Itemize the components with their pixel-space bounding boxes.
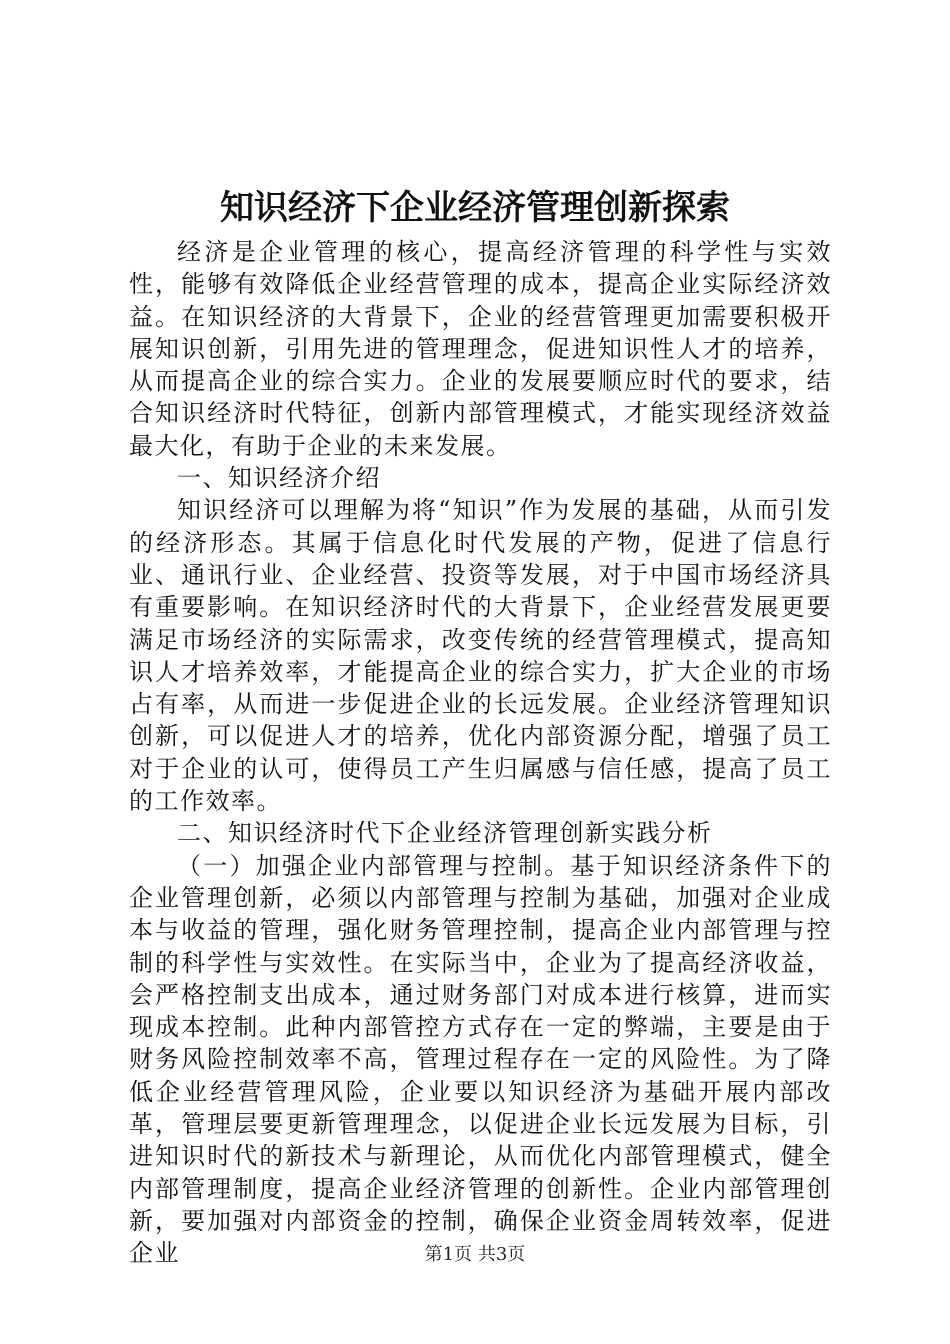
document-body — [129, 236, 832, 1270]
page-footer: 第1页 共3页 — [424, 1244, 526, 1265]
paragraph-section-2-1: （一）加强企业内部管理与控制。基于知识经济条件下的企业管理创新，必须以内部管理与控制为基础，加强对企业成本与收益的管理，强化财务管理控制，提高企业内部管理与控制的科学性与实效性。在实际当中，企业为了提高经济收益，会严格控制支出成本，通过财务部门对成本进行核算，进而实现成本控制。此种内部管控方式存在一定的弊端，主要是由于财务风险控制效率不高，管理过程存在一定的风险性。为了降低企业经营管理风险，企业要以知识经济为基础开展内部改革，管理层要更新管理理念，以促进企业长远发展为目标，引进知识时代的新技术与新理论，从而优化内部管理模式，健全内部管理制度，提高企业经济管理的创新性。企业内部管理创新，要加强对内部资金的控制，确保企业资金周转效率，促进企业 — [129, 851, 832, 1268]
paragraph-intro: 经济是企业管理的核心，提高经济管理的科学性与实效性，能够有效降低企业经营管理的成本，提高企业实际经济效益。在知识经济的大背景下，企业的经营管理更加需要积极开展知识创新，引用先进的管理理念，促进知识性人才的培养，从而提高企业的综合实力。企业的发展要顺应时代的要求，结合知识经济时代特征，创新内部管理模式，才能实现经济效益最大化，有助于企业的未来发展。 — [129, 238, 832, 460]
section-heading-1: 一、知识经济介绍 — [177, 464, 381, 493]
document-title: 知识经济下企业经济管理创新探索 — [220, 188, 730, 228]
section-heading-2: 二、知识经济时代下企业经济管理创新实践分析 — [177, 819, 713, 848]
paragraph-section-1: 知识经济可以理解为将“知识”作为发展的基础，从而引发的经济形态。其属于信息化时代发展的产物，促进了信息行业、通讯行业、企业经营、投资等发展，对于中国市场经济具有重要影响。在知识经济时代的大背景下，企业经营发展更要满足市场经济的实际需求，改变传统的经营管理模式，提高知识人才培养效率，才能提高企业的综合实力，扩大企业的市场占有率，从而进一步促进企业的长远发展。企业经济管理知识创新，可以促进人才的培养，优化内部资源分配，增强了员工对于企业的认可，使得员工产生归属感与信任感，提高了员工的工作效率。 — [129, 496, 832, 816]
